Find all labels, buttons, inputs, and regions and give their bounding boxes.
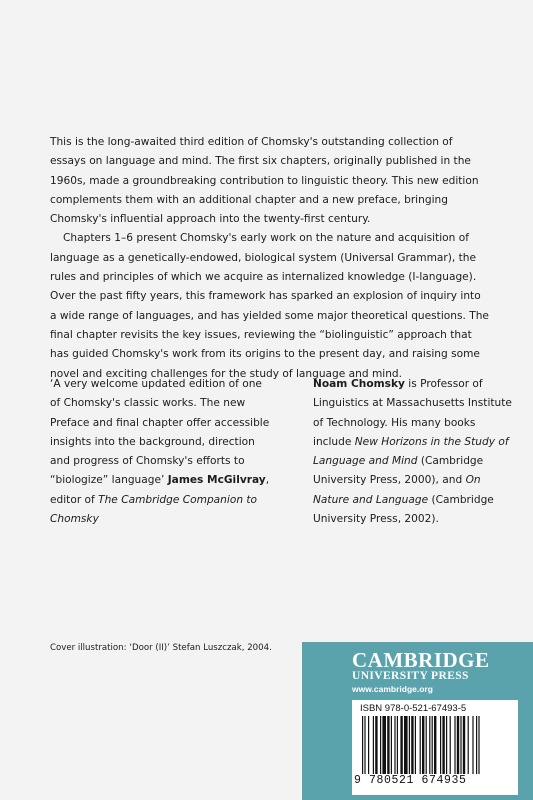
blurb-paragraph-1: This is the long-awaited third edition of Chomsky's outstanding collection of essays on language and mind. The first six chapters, originally published in the 1960s, made a groundbreaking contribution to linguistic theory. This new edition complements them with an additional chapter and a new preface, bringing Chomsky's influential approach into the twenty-first century.	[50, 136, 479, 226]
publisher-url: www.cambridge.org	[352, 684, 433, 694]
cover-illustration-credit: Cover illustration: ‘Door (II)’ Stefan Luszczak, 2004.	[50, 643, 272, 653]
description-blurb	[50, 133, 490, 384]
bio-text-1: is Professor of Linguistics at Massachusetts Institute of Technology. His many books include	[313, 378, 512, 448]
bio-text-2: (Cambridge University Press, 2000), and	[313, 455, 484, 487]
barcode-box	[352, 700, 518, 795]
bio-text-3: (Cambridge University Press, 2002).	[313, 493, 494, 526]
author-bio	[313, 375, 513, 529]
review-quote	[50, 375, 275, 529]
barcode-digits: 9 780521 674935	[354, 774, 467, 787]
isbn-label: ISBN 978-0-521-67493-5	[360, 703, 467, 714]
blurb-paragraph-2: Chapters 1–6 present Chomsky's early work on the nature and acquisition of language as a genetically-endowed, biological system (Universal Grammar), the rules and principles of which we acquire as internalized knowledge (I-language). Over the past fifty years, this framework has sparked an explosion of inquiry into a wide range of languages, and has yielded some major theoretical questions. The final chapter revisits the key issues, reviewing the “biolinguistic” approach that has guided Chomsky's work from its origins to the present day, and raising some novel and exciting challenges for the study of language and mind.	[50, 232, 489, 380]
publisher-logo-name: CAMBRIDGE	[352, 648, 490, 672]
publisher-logo-subname: UNIVERSITY PRESS	[352, 670, 469, 682]
publisher-panel	[302, 642, 533, 800]
barcode-icon	[362, 716, 508, 774]
quote-author-role: , editor of	[50, 474, 270, 506]
bio-book-1: New Horizons in the Study of Language and Mind	[313, 435, 509, 468]
quote-author: James McGilvray	[167, 474, 266, 487]
bio-author-name: Noam Chomsky	[313, 378, 405, 390]
quote-text: ‘A very welcome updated edition of one of Chomsky's classic works. The new Preface and final chapter offer accessible insights into the background, direction and progress of Chomsky's efforts to “biologize” language’	[50, 378, 270, 487]
bio-book-2: On Nature and Language	[313, 474, 481, 506]
quote-book-title: The Cambridge Companion to Chomsky	[50, 493, 258, 526]
